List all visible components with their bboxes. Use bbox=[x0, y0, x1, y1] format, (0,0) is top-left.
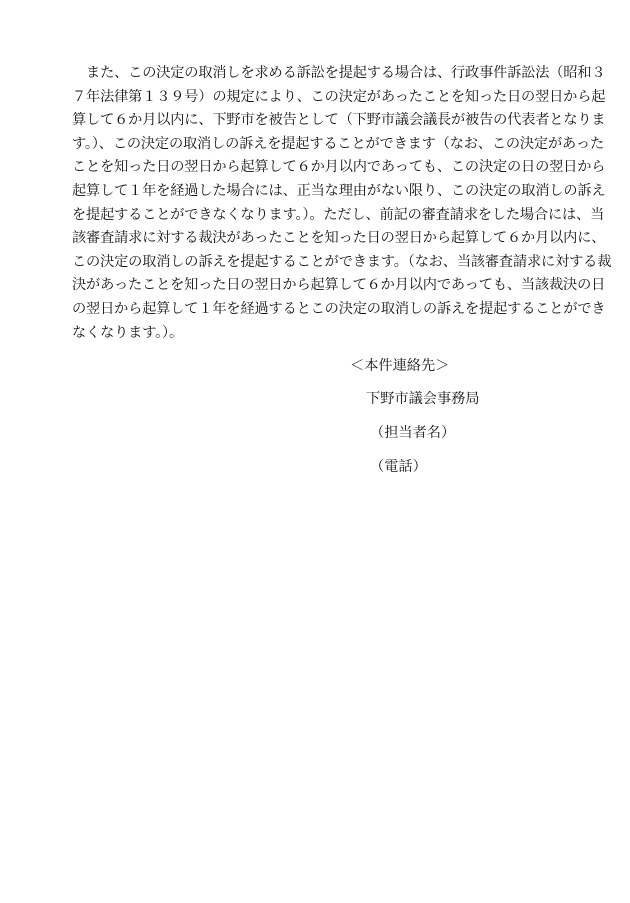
paragraph-line: この決定の取消しの訴えを提起することができます。（なお、当該審査請求に対する裁 bbox=[72, 253, 612, 270]
paragraph-line: 算して６か月以内に、下野市を被告として（下野市議会議長が被告の代表者となりま bbox=[72, 112, 606, 129]
paragraph-line: 決があったことを知った日の翌日から起算して６か月以内であっても、当該裁決の日 bbox=[72, 277, 606, 294]
contact-person-label: （担当者名） bbox=[370, 425, 456, 441]
paragraph-line: 該審査請求に対する裁決があったことを知った日の翌日から起算して６か月以内に、 bbox=[72, 230, 606, 247]
paragraph-line: ７年法律第１３９号）の規定により、この決定があったことを知った日の翌日から起 bbox=[72, 88, 606, 105]
paragraph-line: を提起することができなくなります。）。ただし、前記の審査請求をした場合には、当 bbox=[72, 206, 605, 223]
lawsuit-notice-paragraph bbox=[72, 62, 612, 345]
contact-phone-label: （電話） bbox=[370, 459, 427, 475]
contact-heading: ＜本件連絡先＞ bbox=[350, 358, 450, 374]
paragraph-line: す。）、この決定の取消しの訴えを提起することができます（なお、この決定があった bbox=[72, 135, 604, 152]
paragraph-line: なくなります。）。 bbox=[72, 324, 184, 341]
paragraph-line: また、この決定の取消しを求める訴訟を提起する場合は、行政事件訴訟法（昭和３ bbox=[72, 65, 606, 81]
contact-office: 下野市議会事務局 bbox=[366, 391, 480, 407]
paragraph-line: の翌日から起算して１年を経過するとこの決定の取消しの訴えを提起することができ bbox=[72, 300, 606, 317]
paragraph-line: 起算して１年を経過した場合には、正当な理由がない限り、この決定の取消しの訴え bbox=[72, 182, 606, 199]
paragraph-line: ことを知った日の翌日から起算して６か月以内であっても、この決定の日の翌日から bbox=[72, 159, 606, 176]
